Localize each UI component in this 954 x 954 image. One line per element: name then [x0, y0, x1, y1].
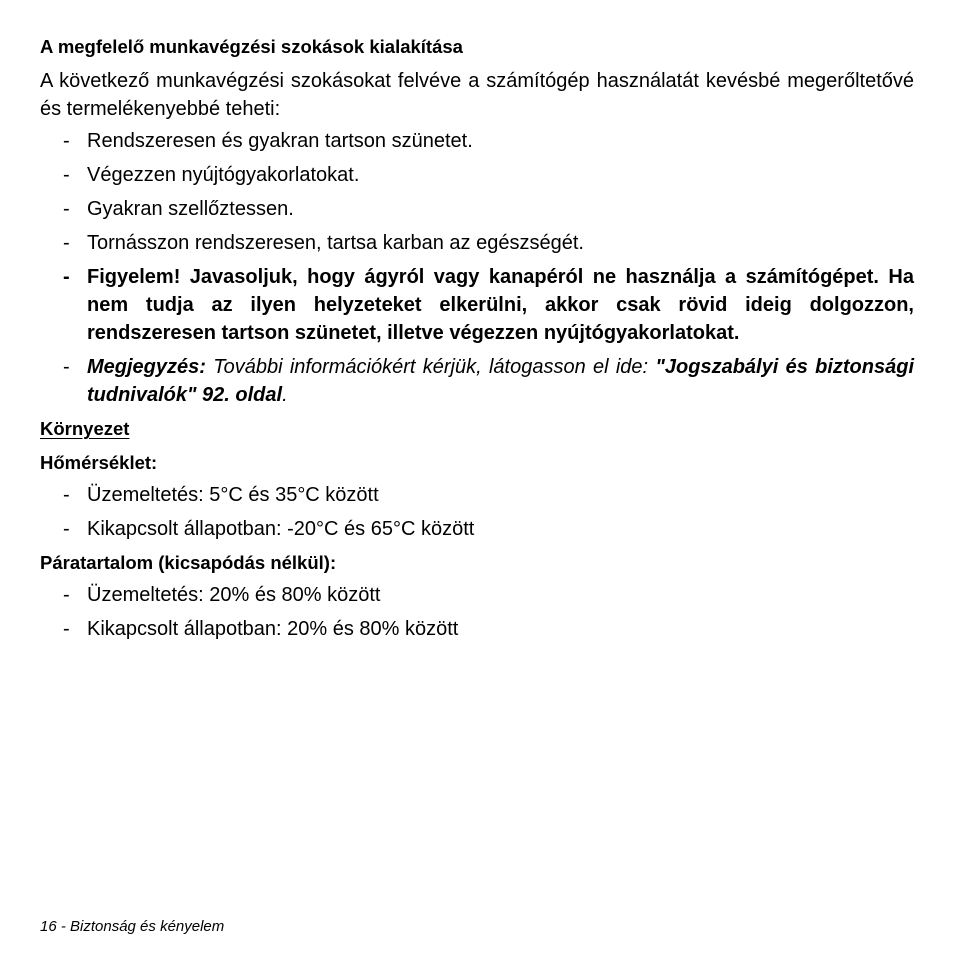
section-heading-work-habits: A megfelelő munkavégzési szokások kialakítása	[40, 36, 463, 57]
list-item	[40, 615, 914, 643]
list-item-text: Üzemeltetés: 20% és 80% között	[87, 584, 381, 606]
list-item	[40, 161, 914, 189]
dash-bullet: -	[63, 198, 70, 220]
list-item-text: Tornásszon rendszeresen, tartsa karban az egészségét.	[87, 232, 584, 254]
list-item-text: Gyakran szellőztessen.	[87, 198, 294, 220]
temperature-list	[40, 481, 914, 543]
list-item	[40, 581, 914, 609]
list-item	[40, 195, 914, 223]
note-item	[40, 353, 914, 409]
dash-bullet: -	[63, 164, 70, 186]
list-item-text: Végezzen nyújtógyakorlatokat.	[87, 164, 360, 186]
note-label: Megjegyzés:	[87, 356, 206, 378]
dash-bullet: -	[63, 356, 70, 378]
note-end: .	[282, 384, 288, 406]
list-item	[40, 481, 914, 509]
dash-bullet: -	[63, 584, 70, 606]
list-item	[40, 515, 914, 543]
dash-bullet: -	[63, 518, 70, 540]
dash-bullet: -	[63, 130, 70, 152]
dash-bullet: -	[63, 484, 70, 506]
page-footer: 16 - Biztonság és kényelem	[40, 918, 225, 935]
note-text: További információkért kérjük, látogasson el ide:	[205, 356, 656, 378]
humidity-list	[40, 581, 914, 643]
list-item-text: Kikapcsolt állapotban: -20°C és 65°C között	[87, 518, 475, 540]
temperature-heading: Hőmérséklet:	[40, 452, 158, 473]
list-item	[40, 127, 914, 155]
dash-bullet: -	[63, 618, 70, 640]
list-item	[40, 229, 914, 257]
list-item-text: Kikapcsolt állapotban: 20% és 80% között	[87, 618, 459, 640]
humidity-heading: Páratartalom (kicsapódás nélkül):	[40, 552, 337, 573]
note-reference-link[interactable]: "Jogszabályi és biztonsági tudnivalók" 92. oldal	[87, 356, 914, 406]
warning-text: Figyelem! Javasoljuk, hogy ágyról vagy kanapéról ne használja a számítógépet. Ha nem tudja az ilyen helyzeteket elkerülni, akkor csak rövid ideig dolgozzon, rendszeresen tartson szünetet, illetve végezzen nyújtógyakorlatokat.	[87, 266, 914, 344]
work-habits-list	[40, 127, 914, 409]
warning-item	[40, 263, 914, 347]
dash-bullet: -	[63, 266, 70, 288]
dash-bullet: -	[63, 232, 70, 254]
document-page	[40, 33, 914, 643]
list-item-text: Üzemeltetés: 5°C és 35°C között	[87, 484, 379, 506]
environment-heading: Környezet	[40, 418, 130, 439]
list-item-text: Rendszeresen és gyakran tartson szünetet.	[87, 130, 473, 152]
intro-paragraph: A következő munkavégzési szokásokat felvéve a számítógép használatát kevésbé megerőltetővé és termelékenyebbé teheti:	[40, 70, 914, 120]
